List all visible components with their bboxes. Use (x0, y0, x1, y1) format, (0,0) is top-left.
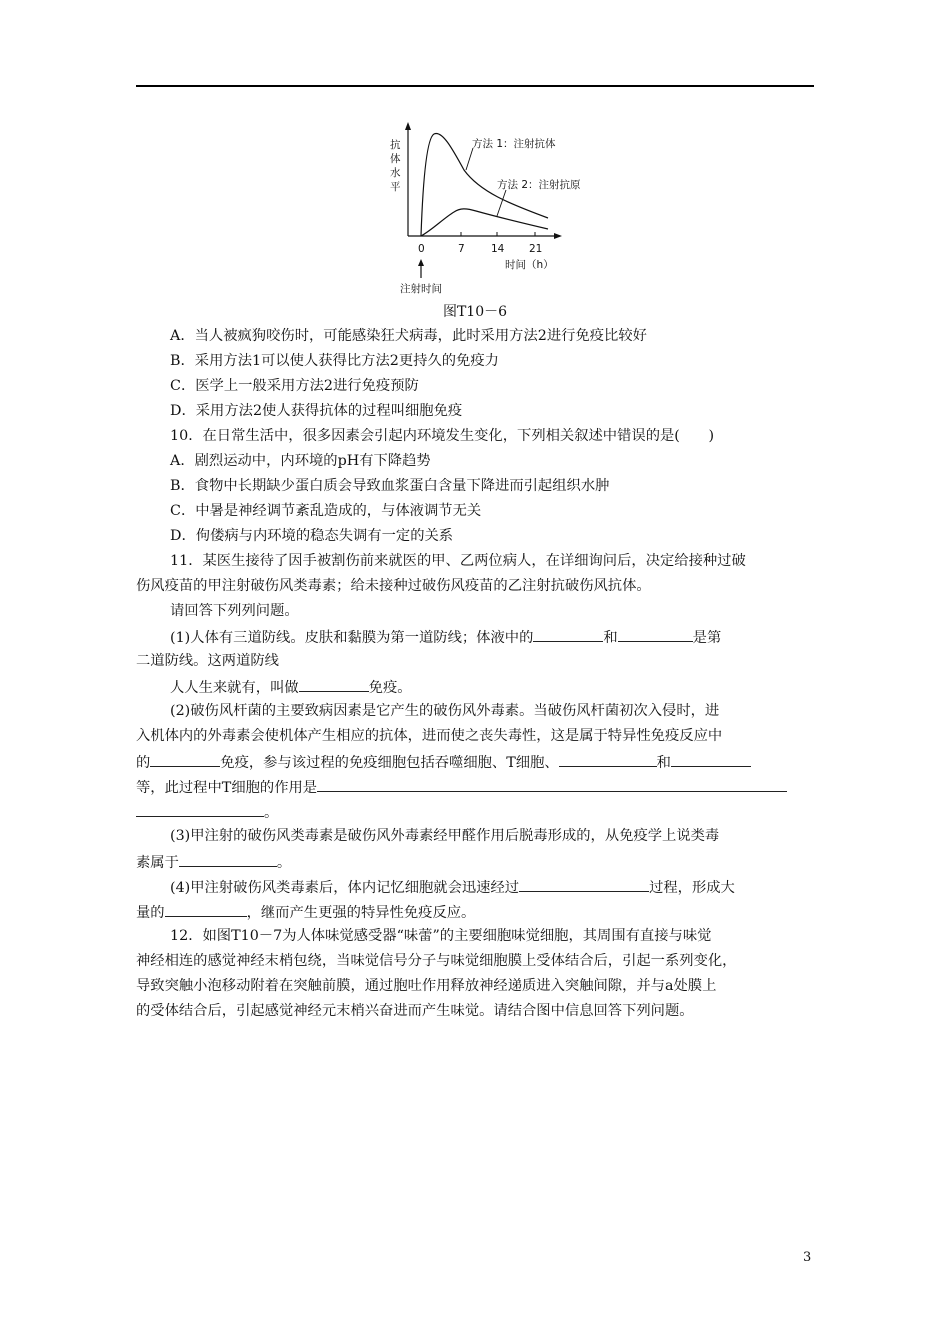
text: 。 (264, 805, 279, 821)
answer-blank[interactable] (136, 801, 264, 817)
x-tick-label: 21 (529, 243, 543, 255)
q9-option-a: A．当人被疯狗咬伤时，可能感染狂犬病毒，此时采用方法2进行免疫比较好 (170, 328, 647, 344)
q11-part2-line4 (136, 776, 787, 798)
answer-blank[interactable] (671, 751, 751, 767)
antibody-chart (380, 118, 620, 298)
answer-blank[interactable] (559, 751, 657, 767)
text: 人人生来就有，叫做 (170, 680, 299, 696)
q10-option-a: A．剧烈运动中，内环境的pH有下降趋势 (170, 453, 431, 469)
x-axis-label: 时间（h） (505, 259, 554, 271)
answer-blank[interactable] (533, 626, 603, 642)
q9-option-d: D．采用方法2使人获得抗体的过程叫细胞免疫 (170, 403, 463, 419)
injection-time-label: 注射时间 (400, 283, 442, 295)
answer-blank[interactable] (317, 776, 787, 792)
ylabel-char: 水 (390, 167, 401, 179)
q12-line2: 神经相连的感觉神经末梢包绕，当味觉信号分子与味觉细胞膜上受体结合后，引起一系列变化， (136, 953, 737, 969)
answer-blank[interactable] (519, 876, 649, 892)
text: 免疫，参与该过程的免疫细胞包括吞噬细胞、T细胞、 (220, 755, 559, 771)
text: 免疫。 (368, 680, 412, 696)
q10-option-c: C．中暑是神经调节紊乱造成的，与体液调节无关 (170, 503, 482, 519)
ylabel-char: 抗 (390, 139, 401, 151)
q11-part4-line1 (170, 876, 735, 898)
q11-part3-line1: (3)甲注射的破伤风类毒素是破伤风外毒素经甲醛作用后脱毒形成的，从免疫学上说类毒 (170, 828, 720, 844)
answer-blank[interactable] (299, 676, 369, 692)
text: 。 (276, 855, 292, 871)
answer-blank[interactable] (618, 626, 693, 642)
x-axis-arrow (554, 233, 562, 239)
curve-method-2 (421, 209, 548, 236)
text: 和 (603, 630, 618, 646)
q9-option-c: C．医学上一般采用方法2进行免疫预防 (170, 378, 419, 394)
q11-part2-line5 (136, 801, 278, 823)
q11-part2-line2: 入机体内的外毒素会使机体产生相应的抗体，进而使之丧失毒性，这是属于特异性免疫反应中 (136, 728, 723, 744)
q11-stem-line1: 11．某医生接待了因手被割伤前来就医的甲、乙两位病人，在详细询问后，决定给接种过破 (170, 553, 746, 569)
q11-part4-line2 (136, 901, 475, 923)
q11-prompt: 请回答下列列问题。 (170, 603, 299, 619)
text: 素属于 (136, 855, 179, 871)
injection-arrowhead (418, 259, 424, 266)
q11-part2-line1: (2)破伤风杆菌的主要致病因素是它产生的破伤风外毒素。当破伤风杆菌初次入侵时，进 (170, 703, 720, 719)
y-axis-arrow (405, 122, 411, 130)
q10-stem: 10．在日常生活中，很多因素会引起内环境发生变化，下列相关叙述中错误的是( ) (170, 428, 715, 444)
antibody-level-figure (380, 118, 620, 298)
q12-line3: 导致突触小泡移动附着在突触前膜，通过胞吐作用释放神经递质进入突触间隙，并与a处膜上 (136, 978, 717, 994)
q12-line1: 12．如图T10－7为人体味觉感受器“味蕾”的主要细胞味觉细胞，其周围有直接与味觉 (170, 928, 712, 944)
label-leader-2 (497, 190, 506, 216)
x-tick-label: 0 (418, 243, 425, 255)
curve1-label: 方法 1：注射抗体 (472, 138, 556, 150)
q12-line4: 的受体结合后，引起感觉神经元末梢兴奋进而产生味觉。请结合图中信息回答下列问题。 (136, 1003, 694, 1019)
q11-stem-line2: 伤风疫苗的甲注射破伤风类毒素；给未接种过破伤风疫苗的乙注射抗破伤风抗体。 (136, 578, 651, 594)
label-leader-1 (466, 148, 473, 170)
q11-part2-line3 (136, 751, 751, 773)
ylabel-char: 体 (390, 153, 401, 165)
text: 等，此过程中T细胞的作用是 (136, 780, 318, 796)
q11-part1-line1 (170, 626, 721, 648)
ylabel-char: 平 (390, 181, 401, 193)
text: (1)人体有三道防线。皮肤和黏膜为第一道防线；体液中的 (170, 630, 534, 646)
text: ，继而产生更强的特异性免疫反应。 (246, 905, 476, 921)
page-number: 3 (803, 1250, 812, 1265)
header-rule (136, 85, 814, 87)
text: 量的 (136, 905, 165, 921)
curve2-label: 方法 2：注射抗原 (497, 179, 581, 191)
answer-blank[interactable] (150, 751, 220, 767)
text: 的 (136, 755, 151, 771)
x-tick-label: 14 (491, 243, 505, 255)
q11-part3-line2 (136, 851, 291, 873)
text: 和 (656, 755, 671, 771)
q11-part1-line2: 二道防线。这两道防线 (136, 653, 279, 669)
q10-option-b: B．食物中长期缺少蛋白质会导致血浆蛋白含量下降进而引起组织水肿 (170, 478, 610, 494)
x-tick-label: 7 (458, 243, 465, 255)
answer-blank[interactable] (165, 901, 247, 917)
text: (4)甲注射破伤风类毒素后，体内记忆细胞就会迅速经过 (170, 880, 520, 896)
q10-option-d: D．佝偻病与内环境的稳态失调有一定的关系 (170, 528, 454, 544)
figure-caption: 图T10－6 (442, 304, 508, 320)
q11-part1-line3 (170, 676, 412, 698)
answer-blank[interactable] (179, 851, 277, 867)
text: 是第 (692, 630, 722, 646)
q9-option-b: B．采用方法1可以使人获得比方法2更持久的免疫力 (170, 353, 499, 369)
text: 过程，形成大 (649, 880, 735, 896)
